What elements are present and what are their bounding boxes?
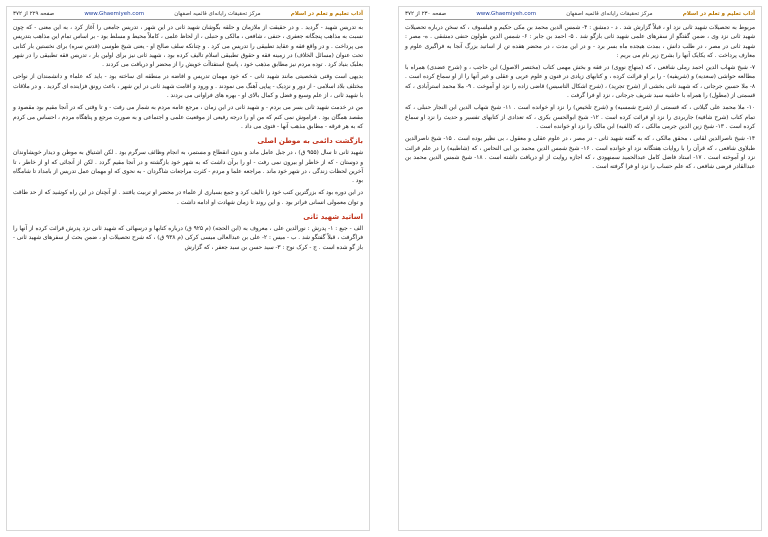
paragraph: بدیهی است وقتی شخصیتی مانند شهید ثانی - که خود مهمان تدریس و افاضه در منطقه ای ساخته بود - باید که علماء و دانشمندان از نواحی مختلف بلاد اسلامی - از دور و نزدیک - پیاپی آهنگ می نمودند . و ورود و اقامت شهید ثانی در این شهر ، باعث رونق فزاینده ای گردید . و در ملاقات با شهید ثانی ، از علم وسیع و فضل و کمال بالای او - بهره های فراوانی می بردند . bbox=[13, 74, 363, 100]
right-book-title: آداب تعلیم و تعلم در اسلام bbox=[682, 11, 755, 17]
paragraph: ۱۰- ملا محمد علی گیلانی ، که قسمتی از (شرح شمسیه) و (شرح تلخیص) را نزد او خوانده است . ۱۱- شیخ شهاب الدین ابن النجار حنبلی ، که تمام کتاب (شرح شافیه) جاربردی را نزد او قرائت کرده است . ۱۲- شیخ ابوالحسن بکری ، که تعدادی از کتابهای تفسیر و حدیث را نزد او سماع کرده است . ۱۳- شیخ زین الدین جرمی مالکی ، که (الفیه) ابن مالک را نزد او خوانده است . bbox=[405, 105, 755, 130]
left-page bbox=[6, 6, 370, 531]
left-page-header bbox=[13, 11, 363, 20]
left-center-name: مرکز تحقیقات رایانه‌ای قائمیه اصفهان bbox=[174, 11, 261, 17]
paragraph: ۱۴- شیخ ناصرالدین لقانی ، محقق مالکی ، که به گفته شهید ثانی - در مصر ، در علوم عقلی و معقول ، بی نظیر بوده است . ۱۵- شیخ ناصرالدین طبلاوی شافعی ، که قرآن را با روایات هفتگانه نزد او خوانده است . ۱۶- شیخ شمس الدین محمد بن ابی النحاس ، که (شاطبیه) را در علم قرائت نزد او آموخته است . ۱۷- استاد فاضل کامل عبدالحمید سمنهودی ، که اجازه روایت از او دریافت داشته است . ۱۸- شیخ شمس الدین محمد بن عبدالقادر فرضی شافعی ، که علم حساب را نزد او فرا گرفته است . bbox=[405, 136, 756, 171]
right-page-number: صفحه ۲۳۰ از ۳۷۲ bbox=[405, 11, 447, 17]
left-page-number: صفحه ۲۲۹ از ۳۷۲ bbox=[13, 11, 55, 17]
right-page-header bbox=[405, 11, 755, 20]
page-gutter bbox=[377, 6, 391, 531]
right-site-link[interactable]: www.Ghaemiyeh.com bbox=[476, 11, 537, 17]
paragraph: من در خدمت شهید ثانی بسر می بردم - و شهید ثانی در این زمان ، مرجع عامه مردم به شمار می رفت - و تا وقتی که در آنجا مقیم بود مقصود و مقصد همگان بود . فراموش نمی کنم که من او را درجه رفیعی از موقعیت علمی و اجتماعی و به صورت مرجع و پناهگاه مردم ، احساس می کردم که به هر فرقه - مطابق مذهب آنها - فتوی می داد . bbox=[13, 105, 363, 130]
right-page bbox=[398, 6, 762, 531]
right-page-body bbox=[405, 24, 755, 172]
right-center-name: مرکز تحقیقات رایانه‌ای قائمیه اصفهان bbox=[566, 11, 653, 17]
left-page-body bbox=[13, 24, 363, 132]
paragraph: در این دوره بود که بزرگترین کتب خود را تالیف کرد و جمع بسیاری از علماء در محضر او تربیت یافتند . او آنچنان در این راه کوشید که از حد طاقت و توان معمولی انسانی فراتر بود . و این روند تا زمان شهادت او ادامه داشت . bbox=[13, 190, 363, 206]
section-heading-teachers: اساتید شهید ثانی bbox=[303, 213, 363, 222]
left-page-body-3 bbox=[13, 225, 363, 253]
left-page-body-2 bbox=[13, 149, 363, 208]
section-heading-return: بازگشت دائمی به موطن اصلی bbox=[257, 137, 363, 146]
paragraph: شهید ثانی تا سال (۹۵۵ ق) ، در جبل عامل ماند و بدون انقطاع و مستمر، به انجام وظائف سرگرم بود . لکن اشتیاق به موطن و دیدار خویشاوندان و دوستان - که از خاطر او بیرون نمی رفت - او را برآن داشت که به شهر خود بازگشته و در آنجا مقیم گردد . لکن از آنجائی که او از خاطر ، تا آخرین لحظات زندگی ، در شهر خود ماند . مراجعه علما و مردم - کثرت مراجعات شاگردان - به نحوی که او مهمان عمل تدریس از بامداد تا شامگاه بود . bbox=[13, 150, 363, 185]
left-book-title: آداب تعلیم و تعلم در اسلام bbox=[290, 11, 363, 17]
paragraph: الف - جبع : ۱- پدرش : نورالدین علی ، معروف به (ابن الحجه) (م ۹۲۵ ق) درباره کتابها و درسهائی که شهید ثانی نزد پدرش قرائت کرده از آنها را فراگرفت ، قبلاً گفتگو شد . ب - میس : ۲- علی بن عبدالعالی میسی کرکی (م ۹۳۸ ق) ، که شرح تحصیلات او ، ضمن بحث از سفرهای شهید ثانی - باز گو شده است . ج - کرک نوح : ۳- سید حسن بن سید جعفر ، که گزارش bbox=[13, 226, 363, 251]
left-site-link[interactable]: www.Ghaemiyeh.com bbox=[84, 11, 145, 17]
paragraph: مربوط به تحصیلات شهید ثانی نزد او ، قبلاً گزارش شد . د - دمشق : ۴- شمس الدین محمد بن مکی حکیم و فیلسوف ، که سخن درباره تحصیلات شهید ثانی نزد وی ، ضمن گفتگو از سفرهای علمی شهید ثانی بازگو شد . ۵- احمد بن جابر : ۶- شمس الدین طولون حنفی دمشقی . ه- مصر : شهید ثانی در مصر ، در طلب دانش ، بمدت هیجده ماه بسر برد - و در این مدت ، در محضر هفده تن از اساتید بزرگ آنجا به فراگیری علوم و معارف پرداخت . که یکایک آنها را بشرح زیر نام می بریم : bbox=[405, 25, 756, 59]
paragraph: به تدریس شهید - گردید . و در حقیقت از ملازمان و حلقه بگوشان شهید ثانی در این شهر ، تدریس جامعی را آغاز کرد ، به این معنی - که چون نسبت به مذاهب پنجگانه جعفری ، حنفی ، شافعی ، مالکی و حنبلی ، از لحاظ علمی ، کاملاً محیط و مسلط بود - بر اساس تمام این مذاهب بتدریس می پرداخت . و در واقع فقه و عقاید تطبیقی را تدریس می کرد . و چنانکه سلف صالح او - یعنی شیخ طوسی (قدس سره) برای نخستین بار کتابی تحت عنوان (مسائل الخلاف) در زمینه فقه و حقوق تطبیقی اسلام تالیف کرده بود ، شهید ثانی نیز برای اولین بار ، تدریس فقه تطبیقی را در شهر بعلبک بنیاد کرد . توده مردم نیز مطابق مذهب خود ، پاسخ استفتاآت خویش را از محضر او دریافت می کردند . bbox=[13, 25, 363, 69]
paragraph: ۷- شیخ شهاب الدین احمد رملی شافعی ، که (منهاج نووی) در فقه و بخش مهمی کتاب (مختصر الاصول) ابن حاجب ، و (شرح عضدی) همراه با مطالعه حواشی (سعدیه) و (شریفیه) - را بر او قرائت کرده ، و کتابهای زیادی در فنون و علوم عربی و عقلی و غیر آنها را از او سماع کرده است . ۸- ملا حسین جرجانی ، که شهید ثانی بخشی از (شرح تجرید) ، (شرح اشکال التاسیس) قاضی زاده را نزد او آموخت . ۹- ملا محمد استرآبادی ، که قسمتی از (مطول) را همراه با حاشیه سید شریف جرجانی ، نزد او فرا گرفت . bbox=[405, 65, 756, 100]
